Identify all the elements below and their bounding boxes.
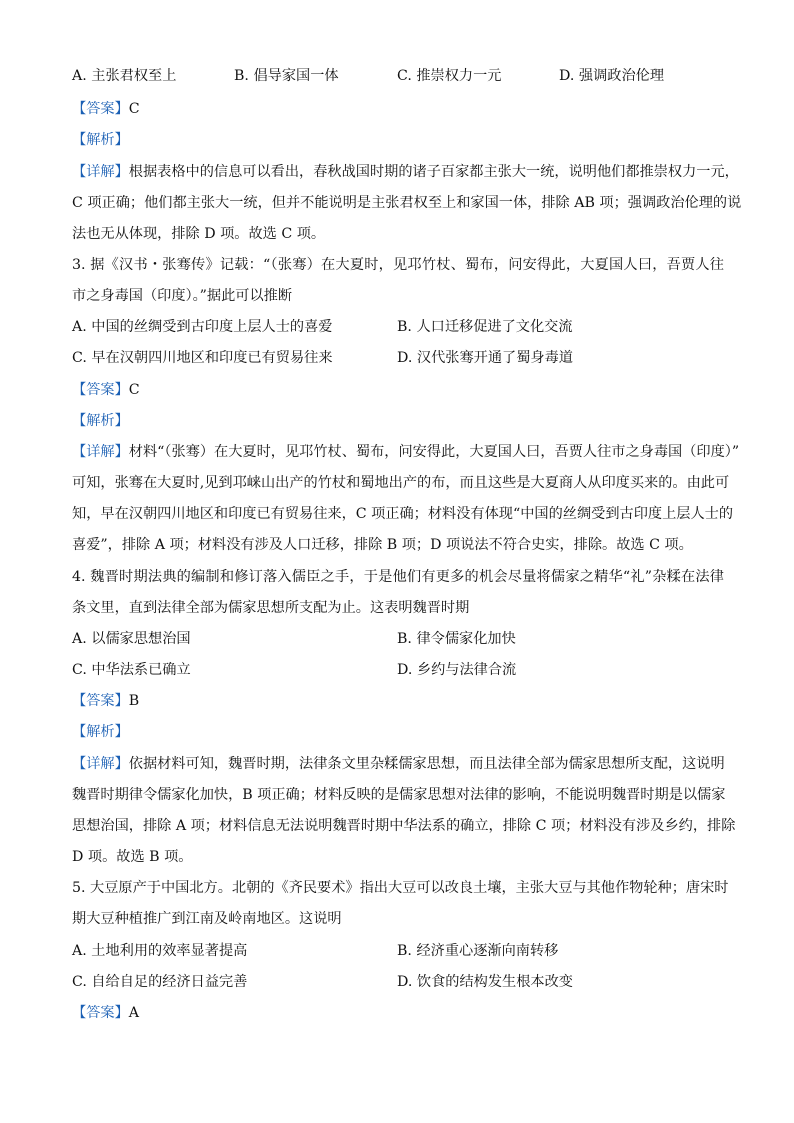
q4-detail-line: 魏晋时期律令儒家化加快，B 项正确；材料反映的是儒家思想对法律的影响，不能说明魏晋时期是以儒家 — [72, 787, 726, 803]
q2-detail-line: 【详解】根据表格中的信息可以看出，春秋战国时期的诸子百家都主张大一统，说明他们都推崇权力一元， — [72, 164, 739, 180]
analysis-tag: 【解析】 — [72, 132, 129, 148]
q5-option-c: C. 自给自足的经济日益完善 — [72, 974, 248, 990]
answer-tag: 【答案】 — [72, 101, 129, 117]
q2-answer — [72, 99, 724, 119]
q4-option-d: D. 乡约与法律合流 — [397, 662, 517, 678]
q4-detail-line: 思想治国，排除 A 项；材料信息无法说明魏晋时期中华法系的确立，排除 C 项；材料没有涉及乡约，排除 — [72, 818, 736, 834]
q3-analysis — [72, 411, 724, 431]
q5-stem-line: 期大豆种植推广到江南及岭南地区。这说明 — [72, 911, 342, 927]
q4-option-c: C. 中华法系已确立 — [72, 662, 191, 678]
analysis-tag: 【解析】 — [72, 724, 129, 740]
answer-tag: 【答案】 — [72, 382, 129, 398]
q3-detail-line: 喜爱”，排除 A 项；材料没有涉及人口迁移，排除 B 项；D 项说法不符合史实，排除。故选 C 项。 — [72, 537, 693, 553]
q5-option-d: D. 饮食的结构发生根本改变 — [397, 974, 573, 990]
q4-stem-line: 条文里，直到法律全部为儒家思想所支配为止。这表明魏晋时期 — [72, 600, 470, 616]
q3-option-a: A. 中国的丝绸受到古印度上层人士的喜爱 — [72, 319, 333, 335]
q5-answer-value: A — [128, 1005, 140, 1021]
q4-answer — [72, 691, 724, 711]
q3-stem-line: 市之身毒国（印度）。”据此可以推断 — [72, 288, 293, 304]
q5-option-b: B. 经济重心逐渐向南转移 — [397, 943, 559, 959]
answer-tag: 【答案】 — [72, 1005, 129, 1021]
detail-tag: 【详解】 — [72, 164, 129, 180]
q4-detail-line: 【详解】依据材料可知，魏晋时期，法律条文里杂糅儒家思想，而且法律全部为儒家思想所支配，这说明 — [72, 756, 725, 772]
q3-stem-line: 3. 据《汉书・张骞传》记载：“（张骞）在大夏时，见邛竹杖、蜀布，问安得此，大夏国人曰，吾贾人往 — [72, 257, 724, 273]
q5-answer — [72, 1003, 724, 1023]
q3-answer-value: C — [128, 382, 140, 398]
detail-tag: 【详解】 — [72, 444, 129, 460]
q2-option-d: D. 强调政治伦理 — [559, 68, 665, 84]
detail-tag: 【详解】 — [72, 756, 129, 772]
q3-detail-line: 【详解】材料“（张骞）在大夏时，见邛竹杖、蜀布，问安得此，大夏国人曰，吾贾人往市之身毒国（印度）” — [72, 444, 740, 460]
q4-option-b: B. 律令儒家化加快 — [397, 631, 516, 647]
q4-option-a: A. 以儒家思想治国 — [72, 631, 191, 647]
analysis-tag: 【解析】 — [72, 413, 129, 429]
q3-answer — [72, 380, 724, 400]
q2-detail-line: 法也无从体现，排除 D 项。故选 C 项。 — [72, 226, 326, 242]
q4-detail-line: D 项。故选 B 项。 — [72, 849, 193, 865]
q3-detail-line: 可知，张骞在大夏时,见到邛崃山出产的竹杖和蜀地出产的布，而且这些是大夏商人从印度买来的。由此可 — [72, 475, 730, 491]
q2-analysis — [72, 130, 724, 150]
q3-option-b: B. 人口迁移促进了文化交流 — [397, 319, 573, 335]
q2-option-a: A. 主张君权至上 — [72, 68, 177, 84]
q2-detail-line: C 项正确；他们都主张大一统，但并不能说明是主张君权至上和家国一体，排除 AB 项；强调政治伦理的说 — [72, 195, 742, 211]
q3-detail-line: 知，早在汉朝四川地区和印度已有贸易往来，C 项正确；材料没有体现“中国的丝绸受到古印度上层人士的 — [72, 506, 734, 522]
q2-option-c: C. 推崇权力一元 — [397, 68, 502, 84]
q2-answer-value: C — [128, 101, 140, 117]
q4-stem-line: 4. 魏晋时期法典的编制和修订落入儒臣之手，于是他们有更多的机会尽量将儒家之精华“礼”杂糅在法律 — [72, 569, 724, 585]
q2-option-b: B. 倡导家国一体 — [234, 68, 339, 84]
q3-option-c: C. 早在汉朝四川地区和印度已有贸易往来 — [72, 350, 333, 366]
q4-answer-value: B — [128, 693, 140, 709]
q5-option-a: A. 土地利用的效率显著提高 — [72, 943, 248, 959]
q4-analysis — [72, 722, 724, 742]
q5-stem-line: 5. 大豆原产于中国北方。北朝的《齐民要术》指出大豆可以改良土壤，主张大豆与其他作物轮种；唐宋时 — [72, 880, 729, 896]
q3-option-d: D. 汉代张骞开通了蜀身毒道 — [397, 350, 573, 366]
answer-tag: 【答案】 — [72, 693, 129, 709]
